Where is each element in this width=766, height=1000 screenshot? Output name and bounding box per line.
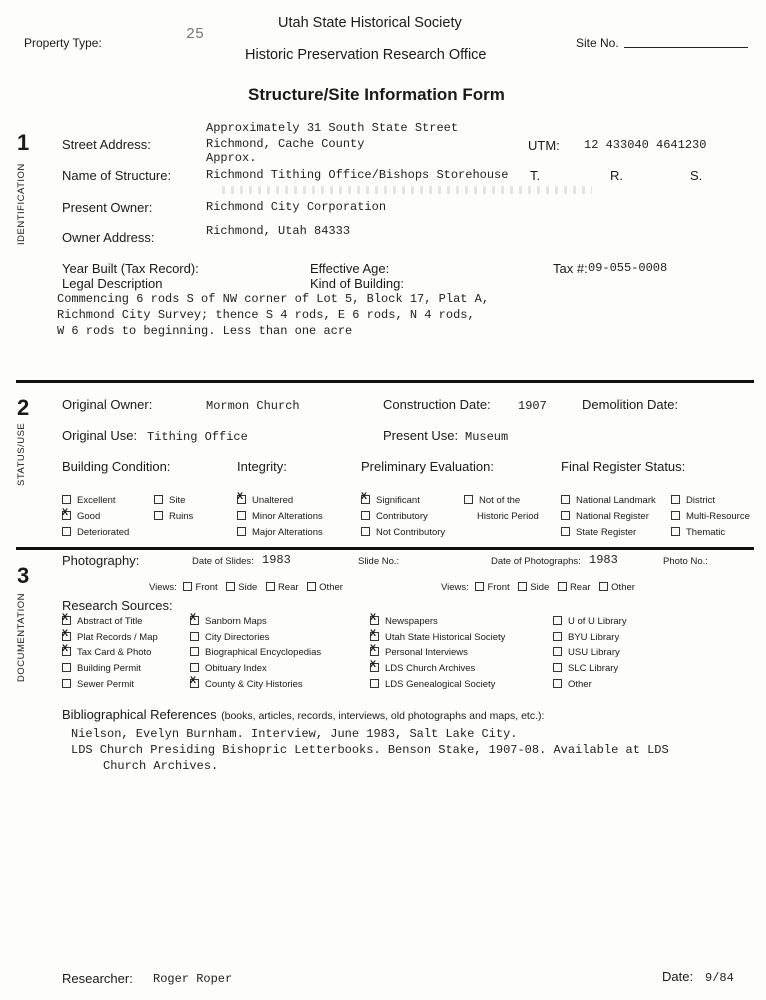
checkbox-icon[interactable]	[190, 663, 199, 672]
checkbox-label: SLC Library	[568, 663, 619, 674]
checkbox-label: Building Permit	[77, 663, 141, 674]
org-name: Utah State Historical Society	[278, 15, 462, 31]
kind-of-building-label: Kind of Building:	[310, 276, 404, 291]
effective-age-label: Effective Age:	[310, 261, 390, 276]
checkbox-label: Not Contributory	[376, 527, 446, 538]
integrity-major[interactable]	[237, 527, 323, 538]
construction-date-value: 1907	[518, 399, 547, 413]
source-tax-card[interactable]	[62, 647, 151, 658]
view-front: Front	[487, 582, 510, 593]
checkbox-icon[interactable]	[183, 582, 192, 591]
section-3-number: 3	[17, 563, 30, 588]
source-city-directories[interactable]	[190, 632, 269, 643]
checkbox-checked-icon[interactable]	[370, 647, 379, 656]
checkbox-icon[interactable]	[553, 632, 562, 641]
owner-address-label: Owner Address:	[62, 230, 155, 245]
condition-excellent[interactable]	[62, 495, 116, 506]
checkbox-label: Multi-Resource	[686, 511, 750, 522]
researcher-value: Roger Roper	[153, 972, 233, 986]
register-multi-resource[interactable]	[671, 511, 750, 522]
checkbox-checked-icon[interactable]	[62, 647, 71, 656]
building-condition-label: Building Condition:	[62, 459, 171, 474]
checkbox-icon[interactable]	[553, 679, 562, 688]
views-label: Views:	[149, 582, 177, 593]
checkbox-icon[interactable]	[561, 495, 570, 504]
source-lds-genealogical-society[interactable]	[370, 679, 495, 690]
checkbox-label: Thematic	[686, 527, 726, 538]
checkbox-checked-icon[interactable]	[62, 511, 71, 520]
source-abstract-of-title[interactable]	[62, 616, 142, 627]
checkbox-icon[interactable]	[237, 527, 246, 536]
register-national-register[interactable]	[561, 511, 649, 522]
checkbox-label: Sewer Permit	[77, 679, 135, 690]
demolition-date-label: Demolition Date:	[582, 397, 679, 412]
checkbox-label: Significant	[376, 495, 420, 506]
source-newspapers[interactable]	[370, 616, 438, 627]
biblio-line-3: Church Archives.	[103, 759, 219, 773]
checkbox-label: Good	[77, 511, 101, 522]
view-side: Side	[530, 582, 550, 593]
checkbox-icon[interactable]	[62, 663, 71, 672]
evaluation-not-contributory[interactable]	[361, 527, 445, 538]
checkbox-icon[interactable]	[553, 647, 562, 656]
checkbox-icon[interactable]	[237, 511, 246, 520]
checkbox-icon[interactable]	[553, 616, 562, 625]
street-address-line3: Approx.	[206, 151, 257, 165]
view-front: Front	[195, 582, 218, 593]
integrity-minor[interactable]	[237, 511, 323, 522]
date-of-slides-value: 1983	[262, 553, 291, 567]
date-of-slides-label: Date of Slides:	[192, 556, 254, 567]
date-value: 9/84	[705, 971, 734, 985]
year-built-label: Year Built (Tax Record):	[62, 261, 199, 276]
date-of-photographs-label: Date of Photographs:	[491, 556, 581, 567]
checkbox-label: National Register	[576, 511, 649, 522]
checkbox-label: District	[686, 495, 716, 506]
checkbox-checked-icon[interactable]	[370, 616, 379, 625]
faint-bleedthrough	[222, 186, 592, 194]
checkbox-checked-icon[interactable]	[370, 632, 379, 641]
checkbox-label: Abstract of Title	[77, 616, 143, 627]
view-side: Side	[238, 582, 258, 593]
checkbox-label: USU Library	[568, 647, 620, 658]
checkbox-label: Major Alterations	[252, 527, 323, 538]
source-utah-state-historical-society[interactable]	[370, 632, 505, 643]
checkbox-checked-icon[interactable]	[62, 616, 71, 625]
legal-line-1: Commencing 6 rods S of NW corner of Lot 5, Block 17, Plat A,	[57, 292, 490, 306]
biblio-line-1: Nielson, Evelyn Burnham. Interview, June 1983, Salt Lake City.	[71, 727, 518, 741]
checkbox-label: Utah State Historical Society	[385, 632, 506, 643]
checkbox-label: Newspapers	[385, 616, 438, 627]
section-label: S.	[690, 168, 703, 183]
checkbox-icon[interactable]	[553, 663, 562, 672]
checkbox-label: U of U Library	[568, 616, 627, 627]
checkbox-label: Site	[169, 495, 186, 506]
checkbox-label: Ruins	[169, 511, 194, 522]
checkbox-icon[interactable]	[154, 511, 163, 520]
checkbox-checked-icon[interactable]	[361, 495, 370, 504]
present-owner-label: Present Owner:	[62, 200, 153, 215]
integrity-label: Integrity:	[237, 459, 287, 474]
source-sanborn-maps[interactable]	[190, 616, 267, 627]
evaluation-not-of-period[interactable]	[464, 495, 520, 506]
source-building-permit[interactable]	[62, 663, 141, 674]
biblio-line-2: LDS Church Presiding Bishopric Letterbooks. Benson Stake, 1907-08. Available at LDS	[71, 743, 669, 757]
checkbox-icon[interactable]	[361, 511, 370, 520]
final-register-status-label: Final Register Status:	[561, 459, 686, 474]
checkbox-label: Contributory	[376, 511, 428, 522]
evaluation-contributory[interactable]	[361, 511, 428, 522]
legal-line-2: Richmond City Survey; thence S 4 rods, E 6 rods, N 4 rods,	[57, 308, 475, 322]
checkbox-icon[interactable]	[671, 511, 680, 520]
checkbox-icon[interactable]	[361, 527, 370, 536]
checkbox-label: Not of the	[479, 495, 521, 506]
register-thematic[interactable]	[671, 527, 725, 538]
view-rear: Rear	[277, 582, 299, 593]
checkbox-label: Tax Card & Photo	[77, 647, 152, 658]
integrity-unaltered[interactable]	[237, 495, 293, 506]
original-owner-label: Original Owner:	[62, 397, 153, 412]
checkbox-icon[interactable]	[226, 582, 235, 591]
views-label: Views:	[441, 582, 469, 593]
section-2-label: STATUS/USE	[16, 422, 27, 486]
site-no-label: Site No.	[576, 36, 619, 50]
section-divider-2	[16, 547, 754, 550]
condition-good[interactable]	[62, 511, 100, 522]
source-obituary-index[interactable]	[190, 663, 267, 674]
evaluation-significant[interactable]	[361, 495, 420, 506]
original-owner-value: Mormon Church	[206, 399, 300, 413]
view-other: Other	[319, 582, 343, 593]
checkbox-label: BYU Library	[568, 632, 620, 643]
researcher-label: Researcher:	[62, 971, 133, 986]
checkbox-icon[interactable]	[671, 495, 680, 504]
street-address-line1: Approximately 31 South State Street	[206, 121, 459, 135]
bibliographical-references-label: Bibliographical References	[62, 707, 217, 722]
tax-number-value: 09-055-0008	[588, 261, 668, 275]
checkbox-icon[interactable]	[370, 679, 379, 688]
checkbox-checked-icon[interactable]	[237, 495, 246, 504]
source-byu-library[interactable]	[553, 632, 619, 643]
checkbox-icon[interactable]	[558, 582, 567, 591]
checkbox-label: Unaltered	[252, 495, 294, 506]
source-slc-library[interactable]	[553, 663, 618, 674]
checkbox-icon[interactable]	[62, 495, 71, 504]
checkbox-label: Minor Alterations	[252, 511, 323, 522]
checkbox-label: LDS Church Archives	[385, 663, 476, 674]
township-label: T.	[530, 168, 541, 183]
evaluation-not-of-period-line2: Historic Period	[477, 511, 539, 522]
property-type-label: Property Type:	[24, 36, 102, 50]
view-rear: Rear	[569, 582, 591, 593]
checkbox-icon[interactable]	[190, 632, 199, 641]
range-label: R.	[610, 168, 623, 183]
checkbox-icon[interactable]	[307, 582, 316, 591]
present-use-label: Present Use:	[383, 428, 459, 443]
utm-label: UTM:	[528, 138, 560, 153]
date-of-photographs-value: 1983	[589, 553, 618, 567]
bibliographical-references-heading	[62, 706, 544, 724]
checkbox-icon[interactable]	[561, 527, 570, 536]
checkbox-label: City Directories	[205, 632, 270, 643]
source-personal-interviews[interactable]	[370, 647, 468, 658]
condition-ruins[interactable]	[154, 511, 193, 522]
checkbox-icon[interactable]	[518, 582, 527, 591]
checkbox-label: Sanborn Maps	[205, 616, 267, 627]
source-biographical-encyclopedias[interactable]	[190, 647, 321, 658]
checkbox-checked-icon[interactable]	[62, 632, 71, 641]
org-office: Historic Preservation Research Office	[245, 47, 487, 63]
checkbox-icon[interactable]	[464, 495, 473, 504]
checkbox-icon[interactable]	[671, 527, 680, 536]
checkbox-label: Obituary Index	[205, 663, 267, 674]
street-address-line2: Richmond, Cache County	[206, 137, 365, 151]
checkbox-checked-icon[interactable]	[190, 679, 199, 688]
photographs-views	[441, 582, 635, 593]
date-label: Date:	[662, 969, 694, 984]
register-state-register[interactable]	[561, 527, 636, 538]
tax-number-label: Tax #:	[553, 261, 588, 276]
checkbox-icon[interactable]	[62, 679, 71, 688]
source-other[interactable]	[553, 679, 592, 690]
checkbox-label: Excellent	[77, 495, 116, 506]
section-1-label: IDENTIFICATION	[16, 163, 27, 245]
source-sewer-permit[interactable]	[62, 679, 134, 690]
source-usu-library[interactable]	[553, 647, 620, 658]
present-use-value: Museum	[465, 430, 509, 444]
stamp-number: 25	[186, 26, 205, 43]
owner-address-value: Richmond, Utah 84333	[206, 224, 351, 238]
checkbox-icon[interactable]	[190, 647, 199, 656]
checkbox-checked-icon[interactable]	[190, 616, 199, 625]
checkbox-icon[interactable]	[599, 582, 608, 591]
research-sources-label: Research Sources:	[62, 598, 173, 613]
photo-no-label: Photo No.:	[663, 556, 708, 567]
condition-site[interactable]	[154, 495, 185, 506]
checkbox-label: State Register	[576, 527, 637, 538]
checkbox-label: County & City Histories	[205, 679, 303, 690]
view-other: Other	[611, 582, 635, 593]
section-3-label: DOCUMENTATION	[16, 592, 27, 682]
legal-description-label: Legal Description	[62, 276, 163, 291]
source-lds-church-archives[interactable]	[370, 663, 475, 674]
legal-line-3: W 6 rods to beginning. Less than one acre	[57, 324, 353, 338]
photography-label: Photography:	[62, 553, 140, 568]
checkbox-icon[interactable]	[561, 511, 570, 520]
source-u-of-u-library[interactable]	[553, 616, 627, 627]
slides-views	[149, 582, 343, 593]
checkbox-label: Deteriorated	[77, 527, 130, 538]
checkbox-label: National Landmark	[576, 495, 656, 506]
original-use-label: Original Use:	[62, 428, 138, 443]
register-district[interactable]	[671, 495, 715, 506]
section-divider-1	[16, 380, 754, 383]
condition-deteriorated[interactable]	[62, 527, 129, 538]
preliminary-evaluation-label: Preliminary Evaluation:	[361, 459, 494, 474]
original-use-value: Tithing Office	[147, 430, 248, 444]
utm-value: 12 433040 4641230	[584, 138, 707, 152]
checkbox-label: LDS Genealogical Society	[385, 679, 496, 690]
slide-no-label: Slide No.:	[358, 556, 400, 567]
checkbox-label: Plat Records / Map	[77, 632, 158, 643]
construction-date-label: Construction Date:	[383, 397, 491, 412]
source-plat-records[interactable]	[62, 632, 158, 643]
checkbox-label: Personal Interviews	[385, 647, 468, 658]
source-county-city-histories[interactable]	[190, 679, 303, 690]
checkbox-icon[interactable]	[266, 582, 275, 591]
section-1-number: 1	[17, 130, 30, 155]
site-no-field[interactable]	[624, 47, 748, 48]
name-of-structure-value: Richmond Tithing Office/Bishops Storehouse	[206, 168, 509, 182]
checkbox-icon[interactable]	[154, 495, 163, 504]
name-of-structure-label: Name of Structure:	[62, 168, 172, 183]
section-2-number: 2	[17, 395, 30, 420]
checkbox-icon[interactable]	[62, 527, 71, 536]
checkbox-label: Other	[568, 679, 592, 690]
present-owner-value: Richmond City Corporation	[206, 200, 387, 214]
bibliographical-references-note: (books, articles, records, interviews, old photographs and maps, etc.):	[221, 710, 545, 722]
checkbox-checked-icon[interactable]	[370, 663, 379, 672]
register-national-landmark[interactable]	[561, 495, 656, 506]
checkbox-icon[interactable]	[475, 582, 484, 591]
form-title: Structure/Site Information Form	[248, 85, 505, 104]
street-address-label: Street Address:	[62, 137, 151, 152]
checkbox-label: Biographical Encyclopedias	[205, 647, 322, 658]
